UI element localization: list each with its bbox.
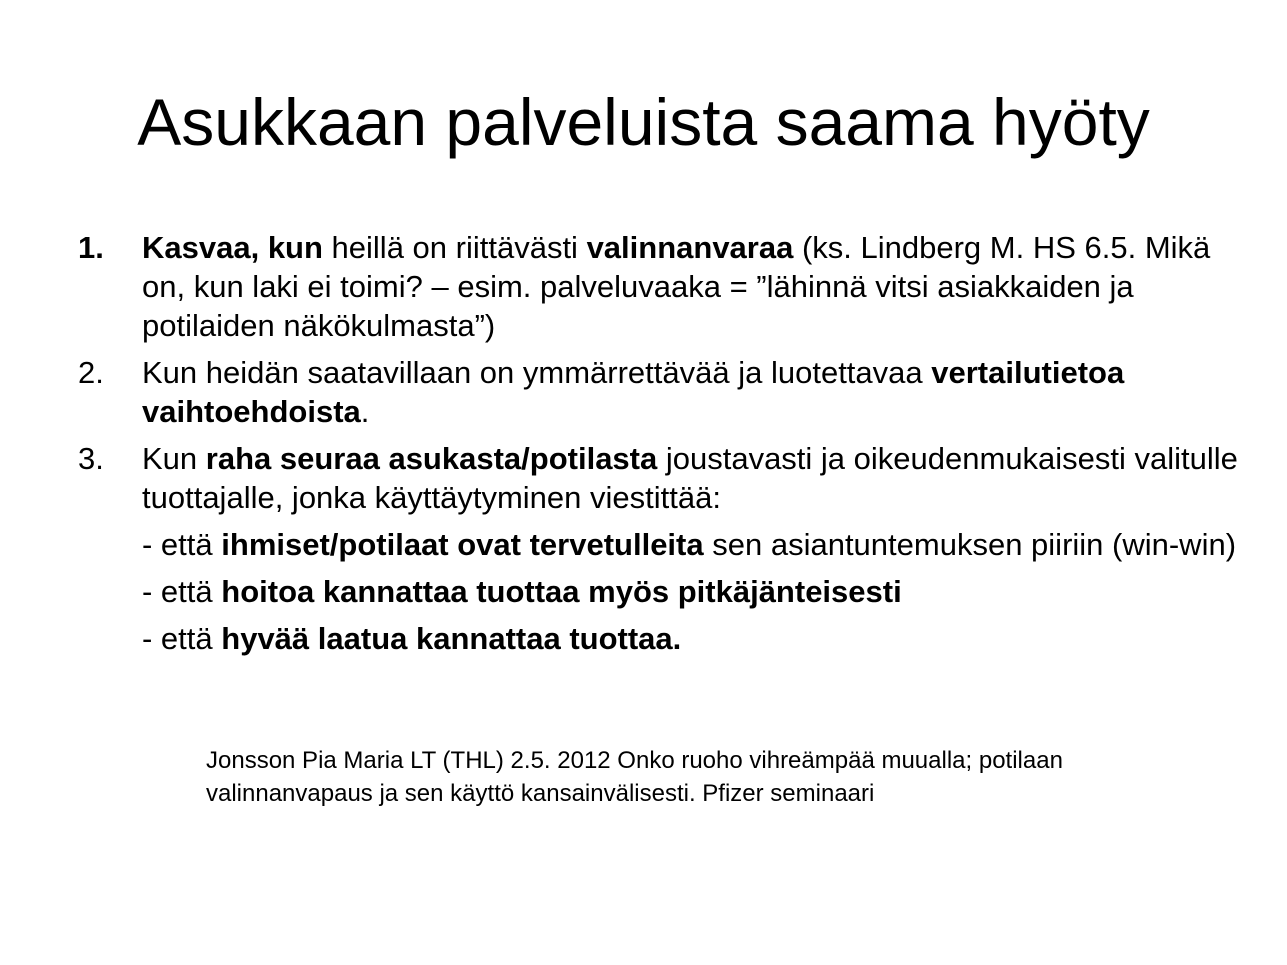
citation-line-2: valinnanvapaus ja sen käyttö kansainvälisesti. Pfizer seminaari — [206, 780, 875, 807]
list-number: 2. — [78, 355, 104, 390]
text-segment: hoitoa kannattaa tuottaa myös pitkäjänteisesti — [221, 574, 902, 609]
text-segment: Kun heidän saatavillaan on ymmärrettävää ja luotettavaa — [142, 355, 932, 390]
text-segment: joustavasti ja oikeudenmukaisesti valitulle tuottajalle, jonka käyttäytyminen viestittää: — [142, 441, 1238, 515]
text-segment: Kasvaa, kun — [142, 230, 323, 265]
sub-point-3 — [142, 619, 1258, 658]
list-item-3 — [78, 439, 1258, 517]
text-segment: ihmiset/potilaat ovat tervetulleita — [221, 527, 704, 562]
text-segment: - että — [142, 621, 222, 656]
text-segment: . — [360, 394, 370, 429]
text-segment: valinnanvaraa — [586, 230, 794, 265]
text-segment: sen asiantuntemuksen piiriin (win-win) — [703, 527, 1237, 562]
text-segment: hyvää laatua kannattaa tuottaa. — [221, 621, 682, 656]
sub-point-1 — [142, 525, 1258, 564]
sub-point-2 — [142, 572, 1258, 611]
text-segment: heillä on riittävästi — [322, 230, 587, 265]
list-item-text — [142, 439, 1258, 517]
slide-title: Asukkaan palveluista saama hyöty — [137, 85, 1150, 159]
list-item-text — [142, 353, 1258, 431]
list-item-1 — [78, 228, 1258, 345]
list-number: 1. — [78, 230, 104, 265]
text-segment: (ks. Lindberg M. HS 6.5. Mikä on, kun laki ei toimi? – esim. palveluvaaka = ”lähinnä vitsi asiakkaiden ja potilaiden näkökulmasta”) — [142, 230, 1211, 343]
text-segment: vertailutietoa vaihtoehdoista — [142, 355, 1125, 429]
text-segment: raha seuraa asukasta/potilasta — [205, 441, 658, 476]
text-segment: - että — [142, 574, 222, 609]
list-item-text — [142, 228, 1258, 345]
list-number: 3. — [78, 441, 104, 476]
slide-body — [78, 228, 1258, 658]
text-segment: Kun — [142, 441, 206, 476]
text-segment: - että — [142, 527, 222, 562]
citation — [206, 744, 1226, 810]
citation-line-1: Jonsson Pia Maria LT (THL) 2.5. 2012 Onko ruoho vihreämpää muualla; potilaan — [206, 747, 1063, 774]
list-item-2 — [78, 353, 1258, 431]
